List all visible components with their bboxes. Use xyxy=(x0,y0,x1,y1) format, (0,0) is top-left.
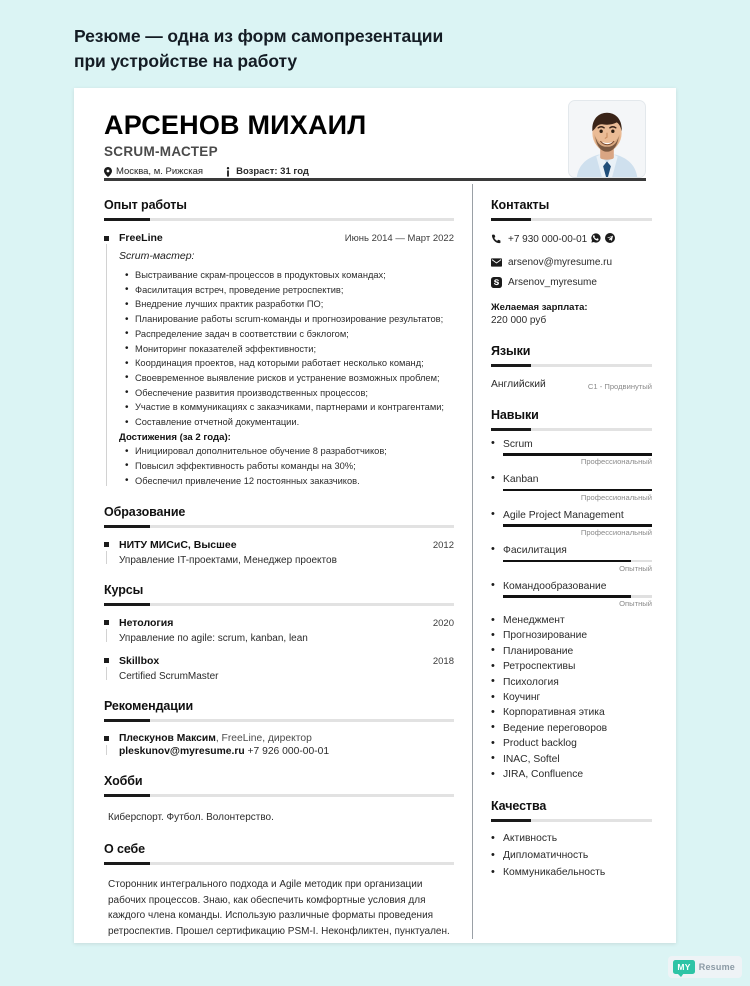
list-item: • Обеспечил привлечение 12 постоянных заказчиков. xyxy=(135,475,454,488)
candidate-location: Москва, м. Рижская xyxy=(116,166,204,177)
skill-name: • Командообразование xyxy=(491,580,652,593)
skill-progress-bar xyxy=(503,595,652,598)
experience-entry-head xyxy=(119,232,454,244)
skill-rated xyxy=(491,473,652,502)
section-title-experience: Опыт работы xyxy=(104,198,187,212)
list-item: • Коммуникабельность xyxy=(491,864,652,881)
list-item: • Выстраивание скрам-процессов в продуктовых командах; xyxy=(135,269,454,282)
section-title-languages: Языки xyxy=(491,344,531,358)
resume-header xyxy=(74,88,676,184)
list-item: • Составление отчетной документации. xyxy=(135,416,454,429)
recommendation-contact-line xyxy=(119,746,454,757)
list-item: • Product backlog xyxy=(491,736,652,751)
course-institution: Skillbox xyxy=(119,654,160,667)
location-pin-icon xyxy=(104,167,112,177)
myresume-logo[interactable] xyxy=(668,956,742,978)
recommendation-entry xyxy=(104,733,454,757)
section-underline xyxy=(491,218,652,221)
qualities-list xyxy=(491,830,652,881)
list-item: • Дипломатичность xyxy=(491,847,652,864)
course-year: 2020 xyxy=(432,617,454,629)
candidate-meta xyxy=(104,166,646,177)
skill-rated xyxy=(491,544,652,573)
course-year: 2018 xyxy=(432,655,454,667)
skype-icon xyxy=(491,277,508,288)
list-item: • Коучинг xyxy=(491,690,652,705)
list-item: • INAC, Softel xyxy=(491,752,652,767)
section-title-courses: Курсы xyxy=(104,582,144,597)
section-underline xyxy=(491,364,652,367)
course-entry-head xyxy=(119,655,454,667)
experience-period: Июнь 2014 — Март 2022 xyxy=(344,233,454,244)
skill-level: Профессиональный xyxy=(580,457,652,466)
section-about xyxy=(104,842,454,939)
section-title-recommendations: Рекомендации xyxy=(104,698,194,713)
list-item: • Психология xyxy=(491,675,652,690)
list-item: • Своевременное выявление рисков и устранение возможных проблем; xyxy=(135,372,454,385)
list-item: • Повысил эффективность работы команды на 30%; xyxy=(135,460,454,473)
recommendation-phone: +7 926 000-00-01 xyxy=(244,745,330,757)
salary-label: Желаемая зарплата: xyxy=(491,302,588,313)
list-item: • Координация проектов, над которыми работает несколько команд; xyxy=(135,357,454,370)
section-education xyxy=(104,505,454,566)
section-recommendations xyxy=(104,699,454,757)
whatsapp-icon[interactable] xyxy=(591,230,601,248)
course-institution: Нетология xyxy=(119,616,174,629)
experience-company: FreeLine xyxy=(119,232,163,244)
contact-phone[interactable]: +7 930 000-00-01 xyxy=(508,233,588,245)
skill-rated xyxy=(491,580,652,609)
skill-name: • Фасилитация xyxy=(491,544,652,557)
course-detail: Управление по agile: scrum, kanban, lean xyxy=(119,632,308,644)
list-item: • Инициировал дополнительное обучение 8 разработчиков; xyxy=(135,445,454,458)
skill-rated xyxy=(491,509,652,538)
caption-line-1: Резюме — одна из форм самопрезентации xyxy=(74,26,444,46)
section-underline xyxy=(104,218,454,221)
messenger-icons xyxy=(591,230,615,248)
education-year: 2012 xyxy=(432,539,454,551)
candidate-name: АРСЕНОВ МИХАИЛ xyxy=(104,110,367,140)
skill-level: Опытный xyxy=(619,599,652,608)
section-underline xyxy=(104,719,454,722)
contact-skype-row xyxy=(491,277,652,288)
section-underline xyxy=(104,525,454,528)
section-underline xyxy=(491,819,652,822)
course-entry xyxy=(104,617,454,644)
section-hobby xyxy=(104,774,454,826)
course-entry-head xyxy=(119,617,454,629)
section-underline xyxy=(104,862,454,865)
course-entry xyxy=(104,655,454,682)
recommendation-email[interactable]: pleskunov@myresume.ru xyxy=(119,745,245,757)
recommendation-person-line xyxy=(119,733,454,744)
list-item: • Прогнозирование xyxy=(491,628,652,643)
section-title-hobby: Хобби xyxy=(104,773,143,788)
section-underline xyxy=(104,603,454,606)
section-title-education: Образование xyxy=(104,504,186,519)
resume-body xyxy=(74,184,676,939)
skill-level: Профессиональный xyxy=(580,492,652,502)
salary-value: 220 000 руб xyxy=(491,315,547,326)
section-title-contacts: Контакты xyxy=(491,198,550,212)
avatar xyxy=(568,100,646,178)
section-languages xyxy=(491,344,652,391)
list-item: • Ретроспективы xyxy=(491,659,652,674)
section-underline xyxy=(491,428,652,431)
list-item: • Корпоративная этика xyxy=(491,705,652,720)
section-skills xyxy=(491,408,652,783)
candidate-age: Возраст: 31 год xyxy=(236,166,309,177)
list-item: • Планирование работы scrum-команды и прогнозирование результатов; xyxy=(135,313,454,326)
list-item: • Мониторинг показателей эффективности; xyxy=(135,343,454,356)
experience-achievements xyxy=(119,445,454,488)
contact-skype[interactable]: Arsenov_myresume xyxy=(508,277,597,288)
salary-block xyxy=(491,302,652,326)
header-divider xyxy=(104,178,646,181)
education-entry-head xyxy=(119,539,454,551)
recommendation-person: Плескунов Максим xyxy=(119,732,216,744)
candidate-role: SCRUM-МАСТЕР xyxy=(104,144,218,159)
language-meter xyxy=(564,379,652,391)
page-caption xyxy=(74,24,634,74)
info-icon xyxy=(225,167,231,177)
skill-name: • Agile Project Management xyxy=(491,509,652,522)
list-item: • Активность xyxy=(491,830,652,847)
logo-badge: MY xyxy=(673,960,694,974)
achievements-title: Достижения (за 2 года): xyxy=(119,432,231,444)
contact-email-row xyxy=(491,257,652,268)
section-courses xyxy=(104,583,454,682)
recommendation-company: , FreeLine, директор xyxy=(215,732,312,744)
list-item: • Участие в коммуникациях с заказчиками, партнерами и контрагентами; xyxy=(135,401,454,414)
phone-icon xyxy=(491,234,508,245)
skill-progress-bar xyxy=(503,560,652,563)
list-item: • Внедрение лучших практик разработки ПО; xyxy=(135,298,454,311)
experience-duties xyxy=(119,269,454,429)
experience-entry xyxy=(104,232,454,488)
section-qualities xyxy=(491,799,652,881)
list-item: • Планирование xyxy=(491,644,652,659)
resume-main-column xyxy=(74,184,472,939)
telegram-icon[interactable] xyxy=(605,230,615,248)
list-item: • JIRA, Confluence xyxy=(491,767,652,782)
language-row xyxy=(491,379,652,391)
list-item: • Фасилитация встреч, проведение ретроспектив; xyxy=(135,284,454,297)
resume-card xyxy=(74,88,676,943)
list-item: • Распределение задач в соответствии с бэклогом; xyxy=(135,328,454,341)
hobby-text: Киберспорт. Футбол. Волонтерство. xyxy=(108,811,274,823)
section-experience xyxy=(104,198,454,488)
section-title-skills: Навыки xyxy=(491,407,539,422)
about-text: Сторонник интегрального подхода и Agile методик при организации рабочих процессов. Знаю, как обеспечить комфортные условия для каждого члена команды. Использую различные форматы проведения ретроспектив. Прошел сертификацию PSM-I. Неконфликтен, пунктуален. xyxy=(108,879,450,937)
section-contacts xyxy=(491,198,652,326)
skill-level: Опытный xyxy=(619,563,652,573)
skills-plain-list xyxy=(491,613,652,782)
experience-position: Scrum-мастер: xyxy=(119,250,195,262)
education-entry xyxy=(104,539,454,566)
list-item: • Обеспечение развития производственных процессов; xyxy=(135,387,454,400)
section-title-qualities: Качества xyxy=(491,799,547,814)
skill-progress-bar xyxy=(503,524,652,527)
resume-side-column xyxy=(472,184,676,939)
language-name: Английский xyxy=(491,379,546,391)
logo-word: Resume xyxy=(698,962,735,972)
contact-email[interactable]: arsenov@myresume.ru xyxy=(508,257,613,268)
skill-level: Профессиональный xyxy=(580,528,652,537)
language-level: C1 - Продвинутый xyxy=(587,381,652,391)
skill-progress-bar xyxy=(503,453,652,456)
skill-rated xyxy=(491,438,652,467)
skill-name: • Kanban xyxy=(491,473,652,486)
section-underline xyxy=(104,794,454,797)
section-title-about: О себе xyxy=(104,842,146,857)
education-detail: Управление IT-проектами, Менеджер проектов xyxy=(119,554,337,566)
email-icon xyxy=(491,258,508,267)
education-institution: НИТУ МИСиС, Высшее xyxy=(119,538,237,551)
course-detail: Certified ScrumMaster xyxy=(119,670,219,682)
skill-name: • Scrum xyxy=(491,438,652,451)
caption-line-2: при устройстве на работу xyxy=(74,51,298,71)
contact-phone-row xyxy=(491,230,652,248)
list-item: • Ведение переговоров xyxy=(491,721,652,736)
list-item: • Менеджмент xyxy=(491,613,652,628)
skill-progress-bar xyxy=(503,489,652,492)
